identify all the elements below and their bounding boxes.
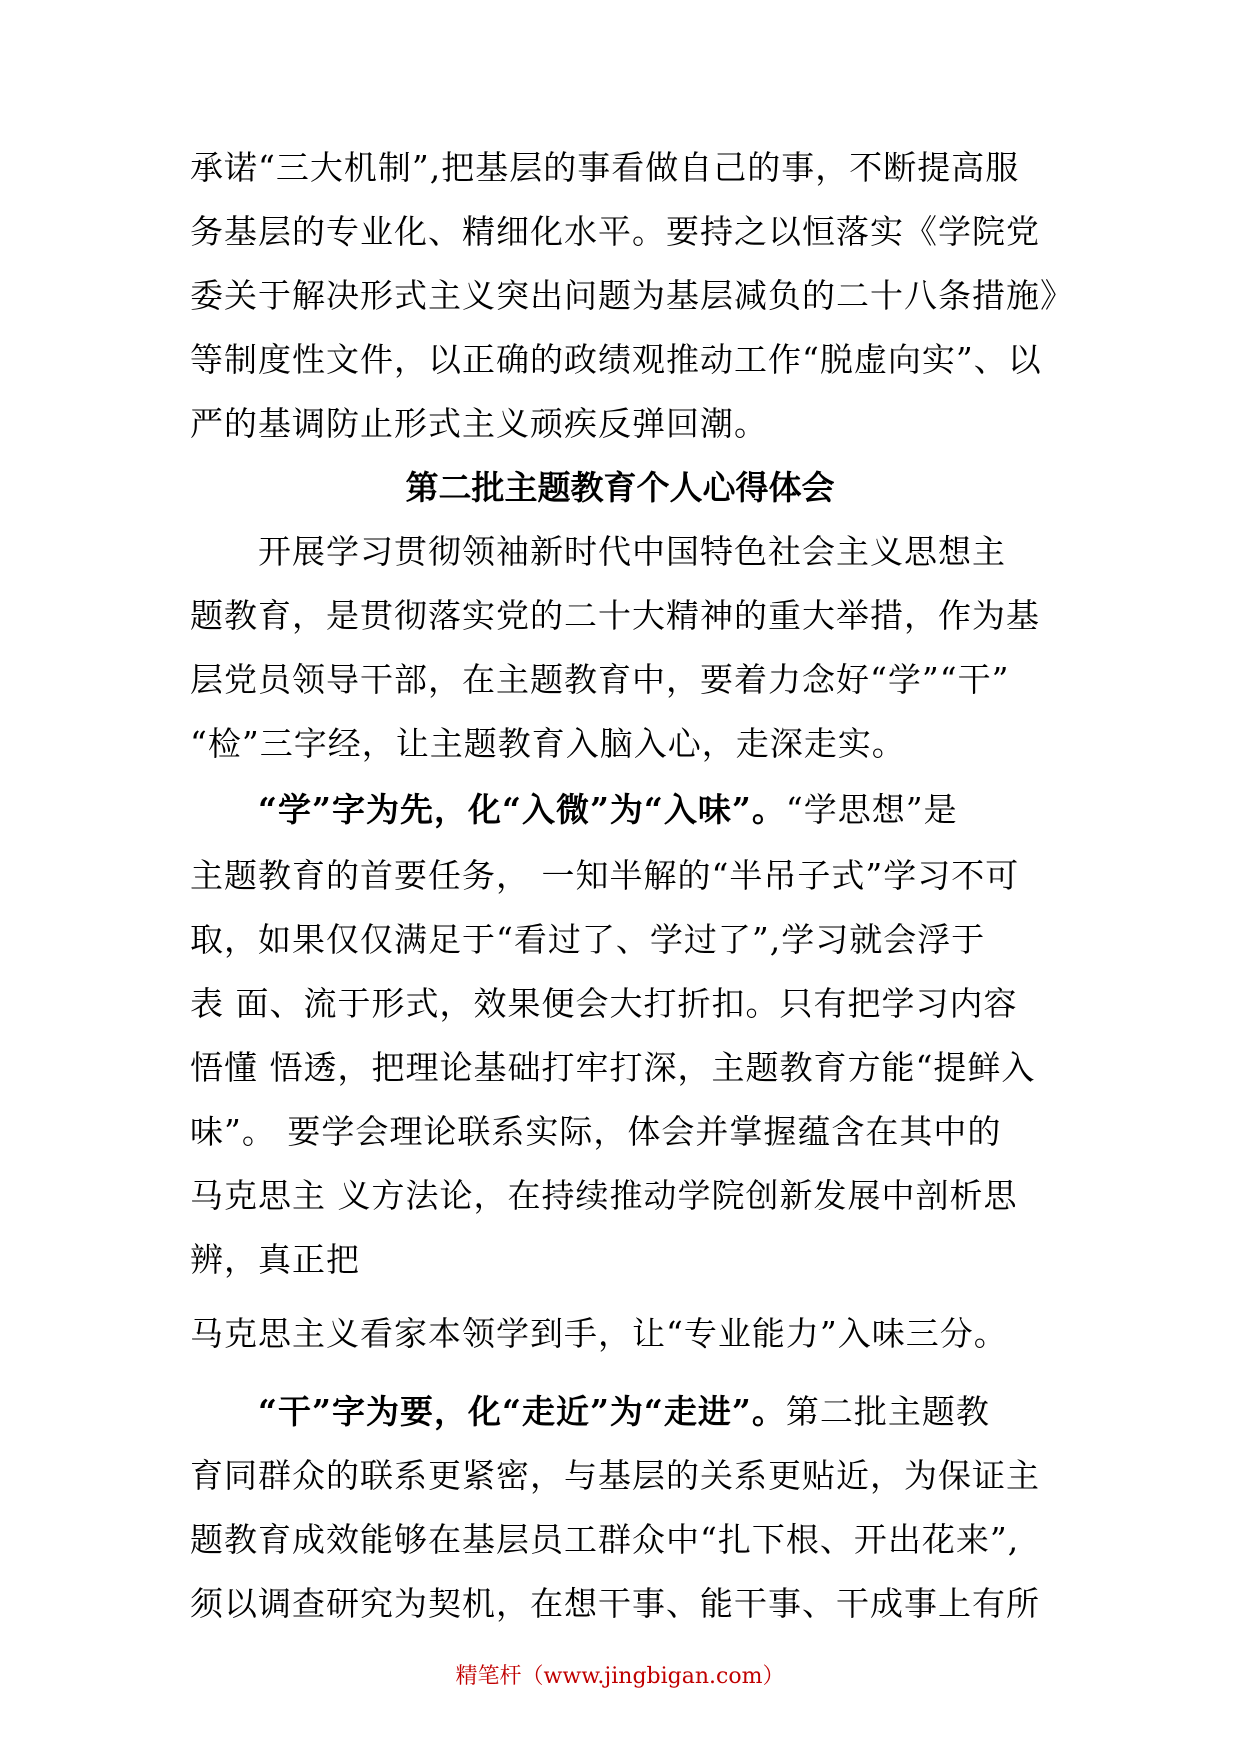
- body-text-line: 委关于解决形式主义突出问题为基层减负的二十八条措施》: [190, 276, 1074, 315]
- body-text-line: 育同群众的联系更紧密，与基层的关系更贴近，为保证主: [190, 1456, 1040, 1495]
- section-heading: 第二批主题教育个人心得体会: [405, 468, 835, 507]
- body-text-line: 题教育成效能够在基层员工群众中“扎下根、开出花来”,: [190, 1520, 1020, 1559]
- body-text-line: 味”。 要学会理论联系实际，体会并掌握蕴含在其中的: [190, 1112, 1002, 1151]
- body-text-line: 题教育，是贯彻落实党的二十大精神的重大举措，作为基: [190, 596, 1040, 635]
- body-text-line: 严的基调防止形式主义顽疾反弹回潮。: [190, 404, 768, 443]
- body-text-line: 悟懂 悟透，把理论基础打牢打深，主题教育方能“提鲜入: [190, 1048, 1036, 1087]
- body-text-line: 马克思主 义方法论，在持续推动学院创新发展中剖析思: [190, 1176, 1018, 1215]
- body-text-line: 取，如果仅仅满足于“看过了、学过了”,学习就会浮于: [190, 920, 986, 959]
- paragraph-lead-line: [258, 1392, 990, 1432]
- paragraph-lead-rest: “学思想”是: [785, 790, 958, 829]
- body-text-line: 层党员领导干部，在主题教育中，要着力念好“学”“干”: [190, 660, 1010, 699]
- body-text-line: 辨，真正把: [190, 1240, 360, 1279]
- body-text-line: 主题教育的首要任务， 一知半解的“半吊子式”学习不可: [190, 856, 1020, 895]
- body-text-line: 开展学习贯彻领袖新时代中国特色社会主义思想主: [258, 532, 1006, 571]
- body-text-line: 马克思主义看家本领学到手，让“专业能力”入味三分。: [190, 1314, 1008, 1353]
- footer-watermark: 精笔杆（www.jingbigan.com）: [455, 1664, 785, 1689]
- body-text-line: 须以调查研究为契机，在想干事、能干事、干成事上有所: [190, 1584, 1040, 1623]
- paragraph-lead-bold: “干”字为要，化“走近”为“走进”。: [258, 1392, 786, 1431]
- paragraph-lead-rest: 第二批主题教: [785, 1392, 990, 1431]
- body-text-line: “检”三字经，让主题教育入脑入心，走深走实。: [190, 724, 906, 763]
- body-text-line: 表 面、流于形式，效果便会大打折扣。只有把学习内容: [190, 984, 1018, 1023]
- paragraph-lead-bold: “学”字为先，化“入微”为“入味”。: [258, 790, 786, 829]
- body-text-line: 承诺“三大机制”,把基层的事看做自己的事，不断提高服: [190, 148, 1020, 187]
- paragraph-lead-line: [258, 790, 958, 830]
- body-text-line: 务基层的专业化、精细化水平。要持之以恒落实《学院党: [190, 212, 1040, 251]
- body-text-line: 等制度性文件，以正确的政绩观推动工作“脱虚向实”、以: [190, 340, 1042, 379]
